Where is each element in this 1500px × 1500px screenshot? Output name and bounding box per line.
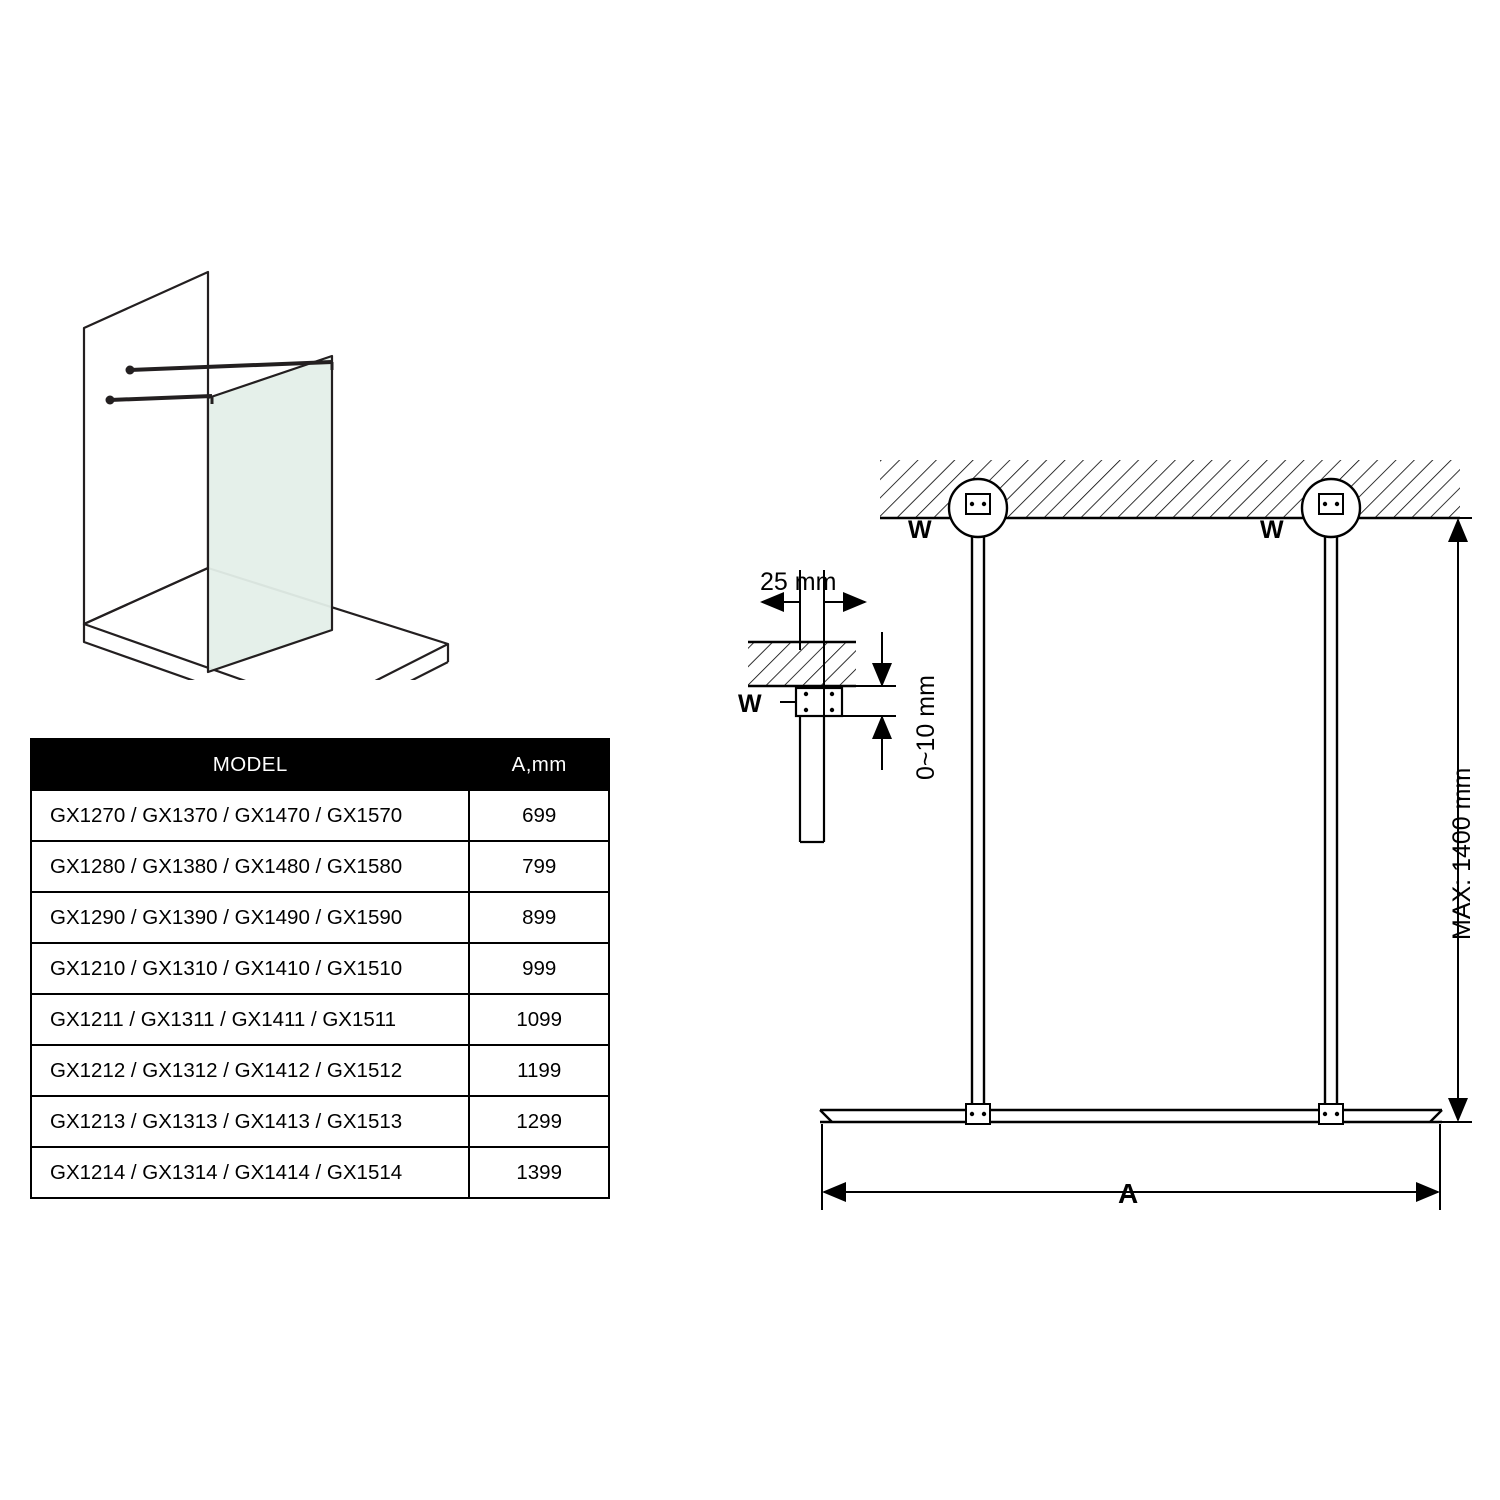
front-view-height-label: MAX: 1400 mm bbox=[1448, 767, 1476, 940]
cell-model: GX1211 / GX1311 / GX1411 / GX1511 bbox=[31, 994, 469, 1045]
glass-clamp-left bbox=[966, 1104, 990, 1124]
table-row bbox=[31, 1045, 609, 1096]
table-row bbox=[31, 994, 609, 1045]
cell-model: GX1270 / GX1370 / GX1470 / GX1570 bbox=[31, 790, 469, 841]
bracket-upper bbox=[126, 366, 135, 375]
glass-panel-top-edge bbox=[820, 1110, 1442, 1122]
front-view-wall-label-right: W bbox=[1260, 516, 1284, 544]
column-header-a-mm: A,mm bbox=[469, 739, 609, 790]
table-row bbox=[31, 1147, 609, 1198]
support-bar-lower bbox=[110, 396, 212, 400]
table-row bbox=[31, 790, 609, 841]
cell-model: GX1280 / GX1380 / GX1480 / GX1580 bbox=[31, 841, 469, 892]
table-row bbox=[31, 892, 609, 943]
model-dimension-table bbox=[30, 738, 610, 1199]
front-view-wall-label-left: W bbox=[908, 516, 932, 544]
cell-a: 899 bbox=[469, 892, 609, 943]
detail-wall-hatch bbox=[748, 642, 856, 686]
tray-bottom-edge bbox=[322, 662, 448, 680]
support-bar-left bbox=[972, 520, 984, 1116]
table-body bbox=[31, 790, 609, 1198]
cell-a: 699 bbox=[469, 790, 609, 841]
cell-a: 999 bbox=[469, 943, 609, 994]
detail-gap-label: 0~10 mm bbox=[912, 675, 940, 780]
back-wall bbox=[84, 272, 208, 624]
table-row bbox=[31, 1096, 609, 1147]
cell-model: GX1213 / GX1313 / GX1413 / GX1513 bbox=[31, 1096, 469, 1147]
iso-svg bbox=[70, 250, 490, 680]
walk-in-shower-panel-isometric bbox=[70, 250, 490, 680]
dimension-a-centered-label: A bbox=[1118, 1178, 1139, 1209]
table-header-row bbox=[31, 739, 609, 790]
glass-panel bbox=[208, 356, 332, 672]
detail-bracket bbox=[796, 688, 842, 716]
glass-clamp-right bbox=[1319, 1104, 1343, 1124]
cell-a: 1099 bbox=[469, 994, 609, 1045]
cell-model: GX1212 / GX1312 / GX1412 / GX1512 bbox=[31, 1045, 469, 1096]
detail-support-bar bbox=[800, 716, 824, 842]
technical-views bbox=[700, 420, 1490, 1280]
support-bar-right bbox=[1325, 520, 1337, 1116]
table-row bbox=[31, 841, 609, 892]
ceiling-bracket-right bbox=[1302, 479, 1360, 537]
table-head bbox=[31, 739, 609, 790]
detail-thickness-label: 25 mm bbox=[760, 568, 837, 596]
cell-a: 1199 bbox=[469, 1045, 609, 1096]
tech-svg bbox=[700, 420, 1490, 1280]
ceiling-bracket-left bbox=[949, 479, 1007, 537]
detail-wall-label: W bbox=[738, 690, 762, 718]
cell-a: 1399 bbox=[469, 1147, 609, 1198]
cell-model: GX1290 / GX1390 / GX1490 / GX1590 bbox=[31, 892, 469, 943]
cell-model: GX1214 / GX1314 / GX1414 / GX1514 bbox=[31, 1147, 469, 1198]
cell-a: 799 bbox=[469, 841, 609, 892]
bracket-lower bbox=[106, 396, 115, 405]
table-row bbox=[31, 943, 609, 994]
column-header-model: MODEL bbox=[31, 739, 469, 790]
cell-model: GX1210 / GX1310 / GX1410 / GX1510 bbox=[31, 943, 469, 994]
cell-a: 1299 bbox=[469, 1096, 609, 1147]
